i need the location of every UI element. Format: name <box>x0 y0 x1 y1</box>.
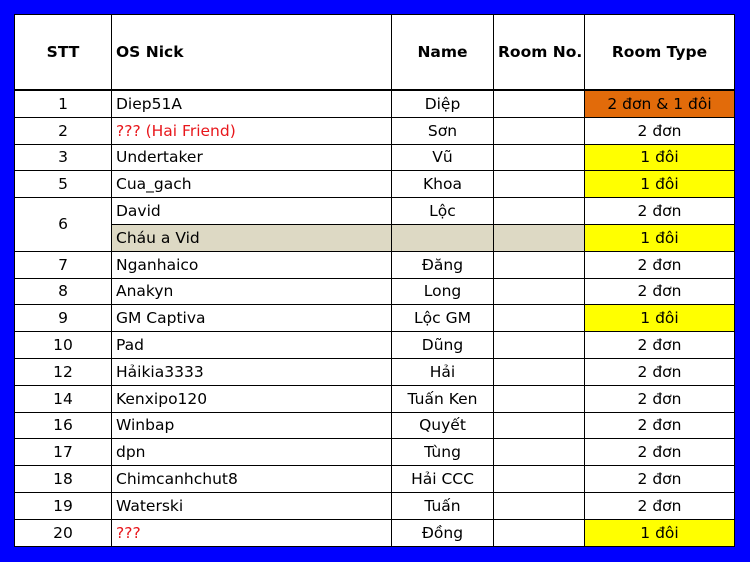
table-row <box>15 278 735 305</box>
room-no-cell <box>494 224 585 251</box>
stt-cell: 10 <box>15 332 112 359</box>
room-type-cell: 1 đôi <box>585 171 735 198</box>
room-type-cell: 1 đôi <box>585 224 735 251</box>
room-type-cell: 1 đôi <box>585 305 735 332</box>
nick-cell: Cháu a Vid <box>112 224 392 251</box>
table-row <box>15 358 735 385</box>
room-no-cell <box>494 492 585 519</box>
name-cell: Lộc GM <box>392 305 494 332</box>
name-cell: Dũng <box>392 332 494 359</box>
name-cell: Tùng <box>392 439 494 466</box>
room-no-cell <box>494 278 585 305</box>
header-name: Name <box>392 15 494 91</box>
table-row <box>15 224 735 251</box>
table-row <box>15 439 735 466</box>
name-cell: Khoa <box>392 171 494 198</box>
nick-cell: Hảikia3333 <box>112 358 392 385</box>
table-row <box>15 171 735 198</box>
name-cell: Long <box>392 278 494 305</box>
nick-cell: Pad <box>112 332 392 359</box>
stt-cell: 6 <box>15 198 112 252</box>
room-type-cell: 2 đơn <box>585 198 735 225</box>
table-row <box>15 90 735 117</box>
stt-cell: 17 <box>15 439 112 466</box>
nick-cell: Nganhaico <box>112 251 392 278</box>
room-type-cell: 2 đơn <box>585 332 735 359</box>
stt-cell: 14 <box>15 385 112 412</box>
nick-cell: Cua_gach <box>112 171 392 198</box>
name-cell: Tuấn <box>392 492 494 519</box>
header-room-no: Room No. <box>494 15 585 91</box>
nick-cell: Anakyn <box>112 278 392 305</box>
nick-cell: Kenxipo120 <box>112 385 392 412</box>
name-cell: Vũ <box>392 144 494 171</box>
stt-cell: 20 <box>15 519 112 546</box>
table-row <box>15 117 735 144</box>
name-cell: Sơn <box>392 117 494 144</box>
nick-cell: ??? (Hai Friend) <box>112 117 392 144</box>
stt-cell: 9 <box>15 305 112 332</box>
stt-cell: 19 <box>15 492 112 519</box>
room-type-cell: 2 đơn <box>585 439 735 466</box>
stt-cell: 12 <box>15 358 112 385</box>
stt-cell: 18 <box>15 466 112 493</box>
table-row <box>15 385 735 412</box>
name-cell <box>392 224 494 251</box>
header-stt: STT <box>15 15 112 91</box>
stt-cell: 16 <box>15 412 112 439</box>
room-type-cell: 1 đôi <box>585 519 735 546</box>
spreadsheet-frame <box>14 14 734 546</box>
nick-cell: Diep51A <box>112 90 392 117</box>
name-cell: Hải CCC <box>392 466 494 493</box>
stt-cell: 8 <box>15 278 112 305</box>
table-row <box>15 198 735 225</box>
header-room-type: Room Type <box>585 15 735 91</box>
name-cell: Quyết <box>392 412 494 439</box>
nick-cell: Waterski <box>112 492 392 519</box>
nick-cell: GM Captiva <box>112 305 392 332</box>
table-row <box>15 144 735 171</box>
room-no-cell <box>494 466 585 493</box>
nick-cell: Winbap <box>112 412 392 439</box>
name-cell: Tuấn Ken <box>392 385 494 412</box>
room-no-cell <box>494 305 585 332</box>
room-no-cell <box>494 412 585 439</box>
name-cell: Đăng <box>392 251 494 278</box>
table-row <box>15 492 735 519</box>
stt-cell: 7 <box>15 251 112 278</box>
room-type-cell: 2 đơn <box>585 358 735 385</box>
name-cell: Lộc <box>392 198 494 225</box>
room-no-cell <box>494 332 585 359</box>
header-row <box>15 15 735 91</box>
room-no-cell <box>494 519 585 546</box>
stt-cell: 5 <box>15 171 112 198</box>
table-row <box>15 332 735 359</box>
name-cell: Đồng <box>392 519 494 546</box>
room-type-cell: 2 đơn <box>585 278 735 305</box>
room-no-cell <box>494 439 585 466</box>
room-no-cell <box>494 117 585 144</box>
nick-cell: Chimcanhchut8 <box>112 466 392 493</box>
nick-cell: Undertaker <box>112 144 392 171</box>
nick-cell: dpn <box>112 439 392 466</box>
table-row <box>15 466 735 493</box>
room-no-cell <box>494 171 585 198</box>
room-type-cell: 2 đơn <box>585 117 735 144</box>
table-row <box>15 305 735 332</box>
room-no-cell <box>494 251 585 278</box>
room-no-cell <box>494 144 585 171</box>
room-no-cell <box>494 90 585 117</box>
room-no-cell <box>494 198 585 225</box>
room-type-cell: 2 đơn & 1 đôi <box>585 90 735 117</box>
stt-cell: 2 <box>15 117 112 144</box>
room-type-cell: 2 đơn <box>585 385 735 412</box>
room-type-cell: 2 đơn <box>585 466 735 493</box>
name-cell: Hải <box>392 358 494 385</box>
room-no-cell <box>494 385 585 412</box>
table-row <box>15 519 735 546</box>
header-os-nick: OS Nick <box>112 15 392 91</box>
nick-cell: ??? <box>112 519 392 546</box>
nick-cell: David <box>112 198 392 225</box>
name-cell: Diệp <box>392 90 494 117</box>
room-type-cell: 1 đôi <box>585 144 735 171</box>
table-row <box>15 412 735 439</box>
table-row <box>15 251 735 278</box>
room-type-cell: 2 đơn <box>585 251 735 278</box>
room-type-cell: 2 đơn <box>585 412 735 439</box>
room-no-cell <box>494 358 585 385</box>
room-type-cell: 2 đơn <box>585 492 735 519</box>
stt-cell: 1 <box>15 90 112 117</box>
room-assignment-table <box>14 14 735 547</box>
stt-cell: 3 <box>15 144 112 171</box>
